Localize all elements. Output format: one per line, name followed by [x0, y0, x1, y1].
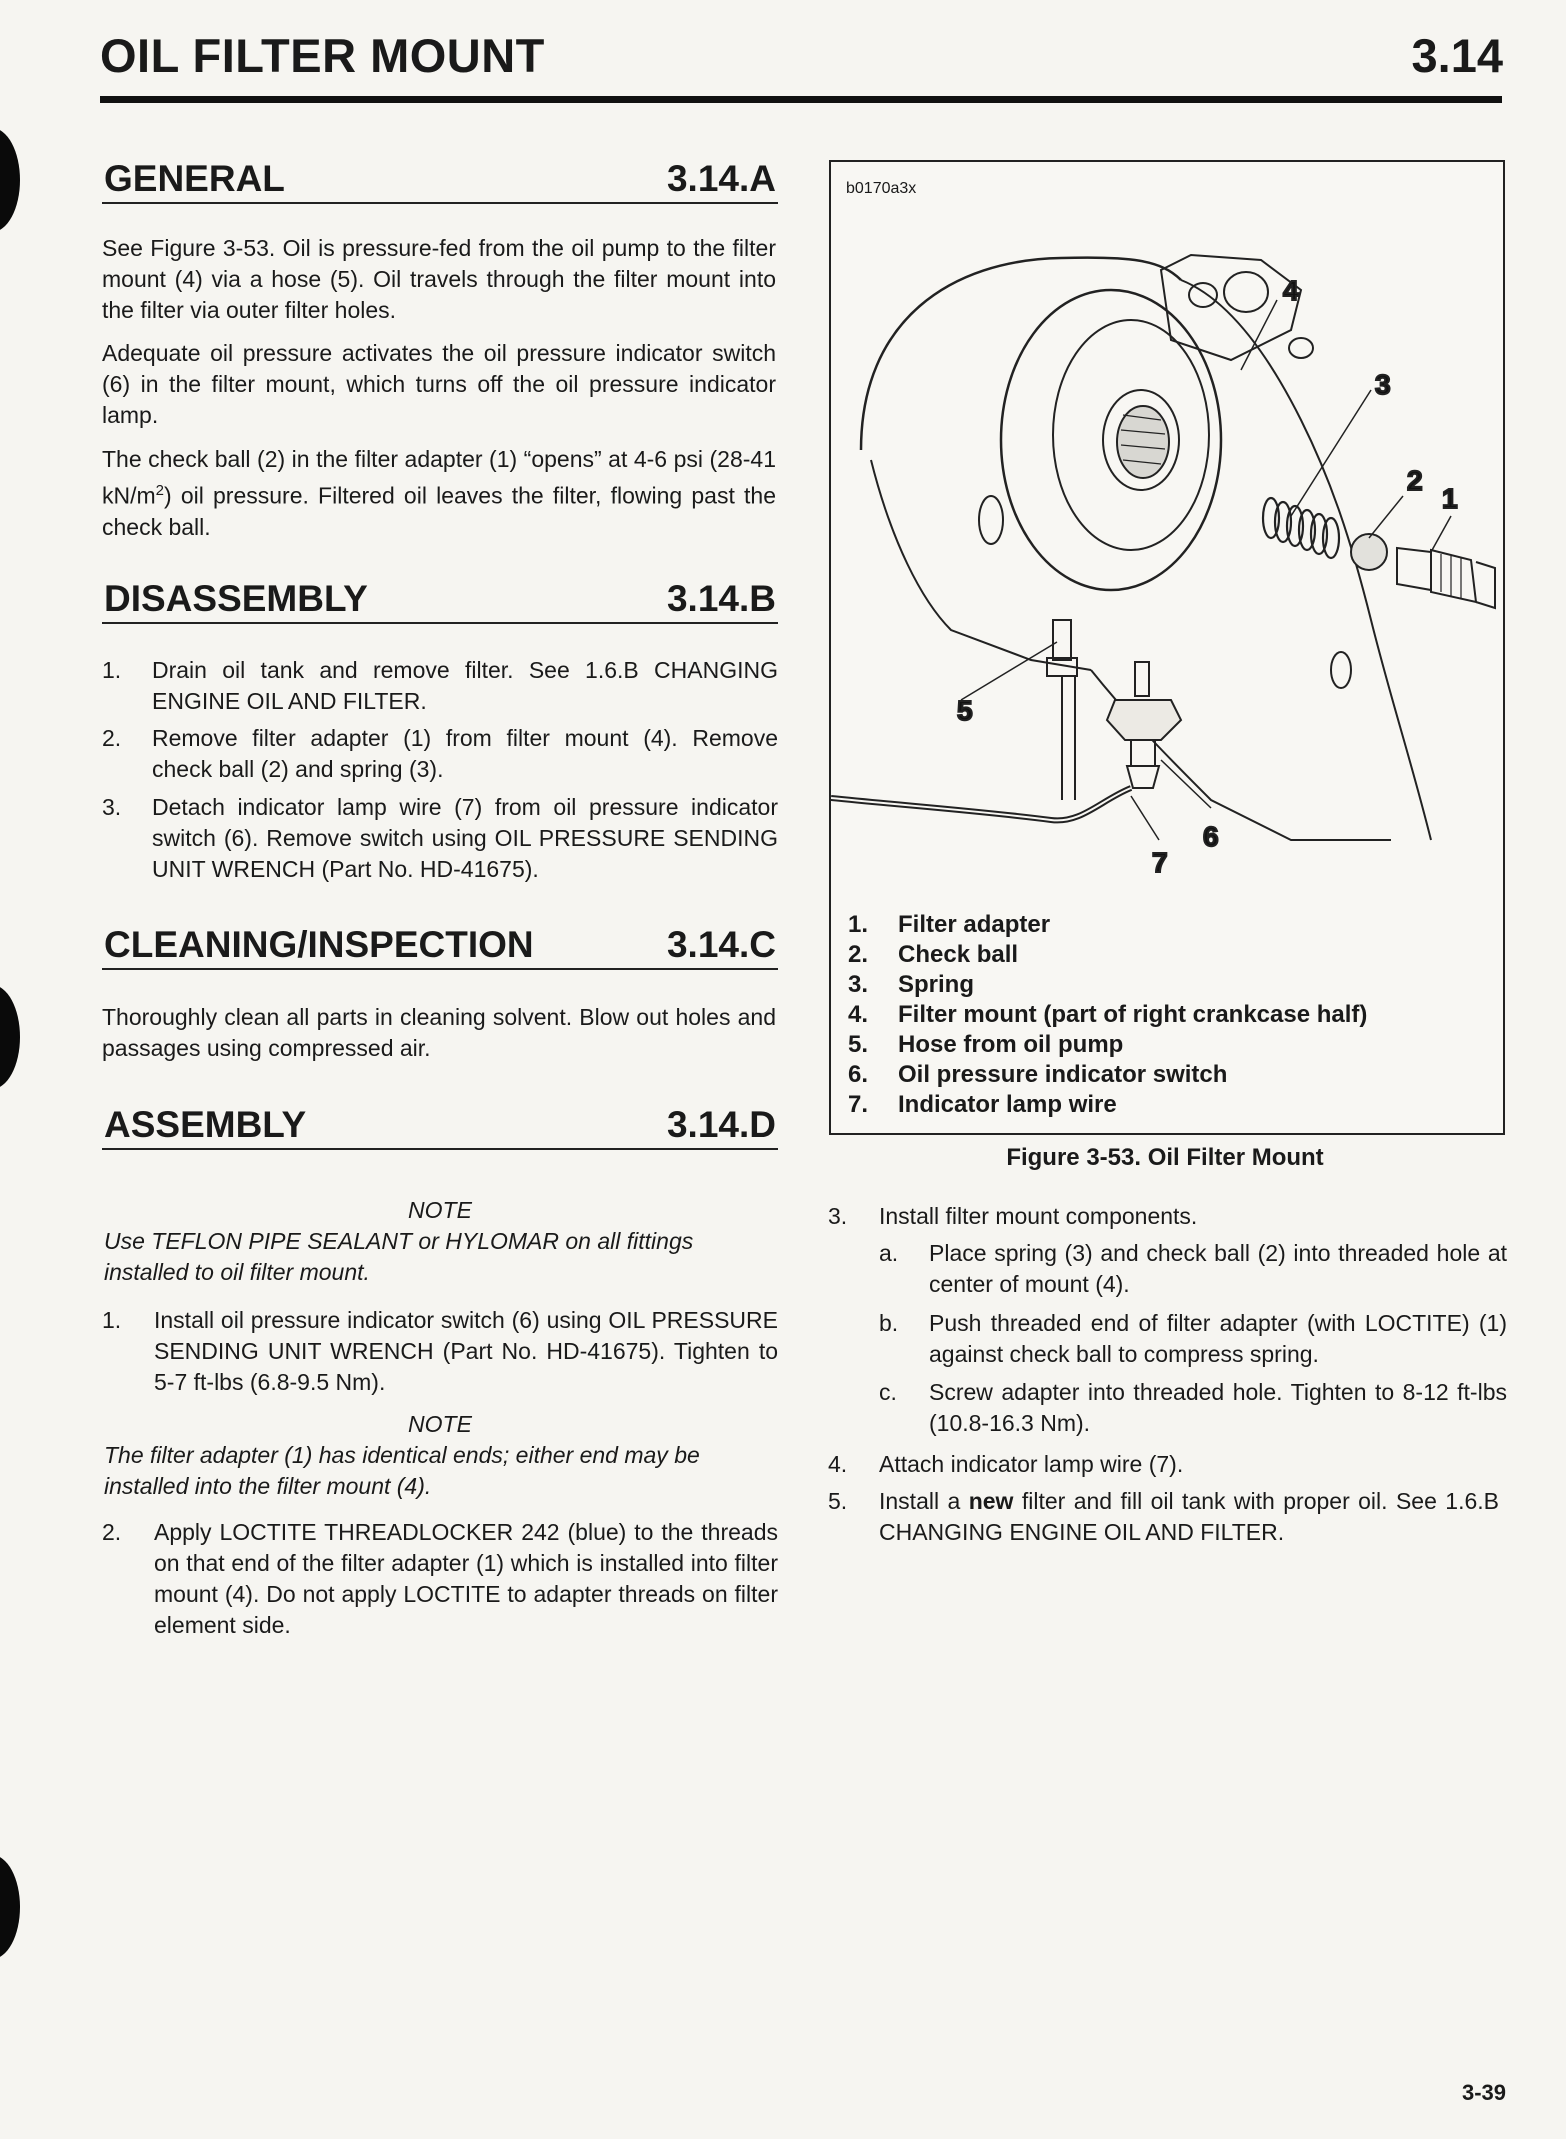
legend-number: 1.	[848, 911, 869, 938]
general-p3-text-b: ) oil pressure. Filtered oil leaves the filter, flowing past the check ball.	[102, 482, 776, 540]
step-number: 1.	[102, 1307, 122, 1333]
step-5-text-b: filter and fill oil tank with proper oil. See 1.6.B CHANGING ENGINE OIL AND FILTER.	[879, 1488, 1499, 1545]
check-ball	[1351, 534, 1387, 570]
gasket-hole	[1224, 272, 1268, 312]
figure-code: b0170a3x	[846, 180, 917, 197]
step-text	[879, 1486, 1499, 1548]
leader-line-3	[1291, 390, 1371, 516]
step-number: 3.	[828, 1203, 848, 1229]
legend-label: Oil pressure indicator switch	[898, 1061, 1228, 1088]
callout-3: 3	[1375, 369, 1391, 400]
page-title: OIL FILTER MOUNT	[100, 29, 545, 82]
cleaning-number: 3.14.C	[666, 924, 776, 965]
gasket-hole	[1189, 283, 1217, 307]
callout-6: 6	[1203, 821, 1219, 852]
step-text: Install filter mount components.	[879, 1203, 1198, 1229]
callout-5: 5	[957, 695, 973, 726]
gasket-hole	[1289, 338, 1313, 358]
legend-number: 2.	[848, 941, 869, 968]
callout-4: 4	[1283, 275, 1299, 306]
figure-caption: Figure 3-53. Oil Filter Mount	[1006, 1144, 1324, 1171]
general-paragraph-1: See Figure 3-53. Oil is pressure-fed from the oil pump to the filter mount (4) via a hose (5). Oil travels through the filter mount into the filter via outer filter holes.	[102, 235, 776, 323]
oil-filter-mount-illustration	[831, 200, 1499, 880]
step-text: Drain oil tank and remove filter. See 1.6.B CHANGING ENGINE OIL AND FILTER.	[152, 657, 778, 714]
leader-line-1	[1431, 516, 1451, 552]
step-text: Place spring (3) and check ball (2) into threaded hole at center of mount (4).	[929, 1240, 1507, 1297]
leader-line-6	[1161, 760, 1211, 808]
step-text: Remove filter adapter (1) from filter mount (4). Remove check ball (2) and spring (3).	[152, 725, 778, 782]
note-label-1: NOTE	[408, 1197, 472, 1223]
step-text: Install oil pressure indicator switch (6) using OIL PRESSURE SENDING UNIT WRENCH (Part No. HD-41675). Tighten to 5-7 ft-lbs (6.8-9.5 Nm).	[154, 1307, 778, 1395]
title-rule	[100, 96, 1502, 103]
general-title: GENERAL	[104, 158, 285, 199]
assembly-title: ASSEMBLY	[104, 1104, 307, 1145]
superscript: 2	[155, 482, 165, 499]
general-p3-text-a: The check ball (2) in the filter adapter (1) “opens” at 4-6 psi (28-41 kN/m	[102, 446, 776, 509]
callout-7: 7	[1152, 847, 1168, 878]
binder-hole-top	[0, 128, 20, 232]
legend-number: 5.	[848, 1031, 869, 1058]
legend-number: 4.	[848, 1001, 869, 1028]
crankcase-flange	[871, 460, 1091, 670]
cleaning-heading	[102, 924, 778, 970]
cleaning-paragraph: Thoroughly clean all parts in cleaning solvent. Blow out holes and passages using compressed air.	[102, 1004, 776, 1061]
legend-label: Indicator lamp wire	[898, 1091, 1117, 1118]
filter-mount-boss	[1001, 290, 1221, 590]
step-number: 2.	[102, 725, 122, 751]
general-number: 3.14.A	[666, 158, 776, 199]
crankcase-right-edge	[1181, 280, 1431, 840]
disassembly-heading	[102, 578, 778, 624]
legend-number: 3.	[848, 971, 869, 998]
step-number: a.	[879, 1240, 899, 1266]
general-heading	[102, 158, 778, 204]
legend-number: 6.	[848, 1061, 869, 1088]
step-number: 2.	[102, 1519, 122, 1545]
legend-number: 7.	[848, 1091, 869, 1118]
callout-1: 1	[1442, 483, 1458, 514]
step-text: Push threaded end of filter adapter (with LOCTITE) (1) against check ball to compress spring.	[929, 1310, 1507, 1367]
mount-lug	[1331, 652, 1351, 688]
assembly-number: 3.14.D	[666, 1104, 776, 1145]
step-number: 1.	[102, 657, 122, 683]
filter-adapter	[1397, 548, 1495, 608]
footer-page-number: 3-39	[1461, 2080, 1506, 2105]
step-number: c.	[879, 1379, 897, 1405]
callout-2: 2	[1407, 465, 1423, 496]
step-number: 3.	[102, 794, 122, 820]
general-paragraph-2: Adequate oil pressure activates the oil pressure indicator switch (6) in the filter mount, which turns off the oil pressure indicator lamp.	[102, 340, 776, 428]
leader-line-2	[1369, 496, 1403, 538]
indicator-lamp-wire	[831, 788, 1131, 820]
spring-coil	[1263, 498, 1339, 558]
disassembly-title: DISASSEMBLY	[104, 578, 368, 619]
step-number: 4.	[828, 1451, 848, 1477]
assembly-heading	[102, 1104, 778, 1150]
step-text: Screw adapter into threaded hole. Tighten to 8-12 ft-lbs (10.8-16.3 Nm).	[929, 1379, 1507, 1436]
hose-fitting	[1047, 620, 1077, 800]
step-text: Apply LOCTITE THREADLOCKER 242 (blue) to the threads on that end of the filter adapter (1) which is installed into filter mount (4). Do not apply LOCTITE to adapter threads on filter element side.	[154, 1519, 778, 1638]
disassembly-number: 3.14.B	[666, 578, 776, 619]
step-text: Detach indicator lamp wire (7) from oil pressure indicator switch (6). Remove switch using OIL PRESSURE SENDING UNIT WRENCH (Part No. HD-41675).	[152, 794, 778, 882]
leader-line-7	[1131, 796, 1159, 840]
step-number: b.	[879, 1310, 899, 1336]
cleaning-title: CLEANING/INSPECTION	[104, 924, 534, 965]
legend-label: Check ball	[898, 941, 1019, 968]
legend-label: Hose from oil pump	[898, 1031, 1124, 1058]
binder-hole-middle	[0, 985, 20, 1089]
step-text: Attach indicator lamp wire (7).	[879, 1451, 1184, 1477]
legend-label: Filter adapter	[898, 911, 1051, 938]
binder-hole-bottom	[0, 1855, 20, 1959]
note-label-2: NOTE	[408, 1411, 472, 1437]
note-text-2: The filter adapter (1) has identical ends; either end may be installed into the filter mount (4).	[104, 1442, 700, 1499]
step-5-text-a: Install a	[879, 1488, 969, 1514]
step-5-bold: new	[968, 1488, 1014, 1514]
threaded-hole-inner	[1117, 406, 1169, 478]
general-paragraph-3	[102, 444, 776, 543]
step-number: 5.	[828, 1488, 848, 1514]
legend-label: Spring	[898, 971, 974, 998]
leader-line-4	[1241, 300, 1277, 370]
legend-label: Filter mount (part of right crankcase half)	[898, 1001, 1368, 1028]
section-number: 3.14	[1411, 29, 1503, 82]
note-text-1: Use TEFLON PIPE SEALANT or HYLOMAR on all fittings installed to oil filter mount.	[104, 1228, 694, 1285]
mount-lug	[979, 496, 1003, 544]
